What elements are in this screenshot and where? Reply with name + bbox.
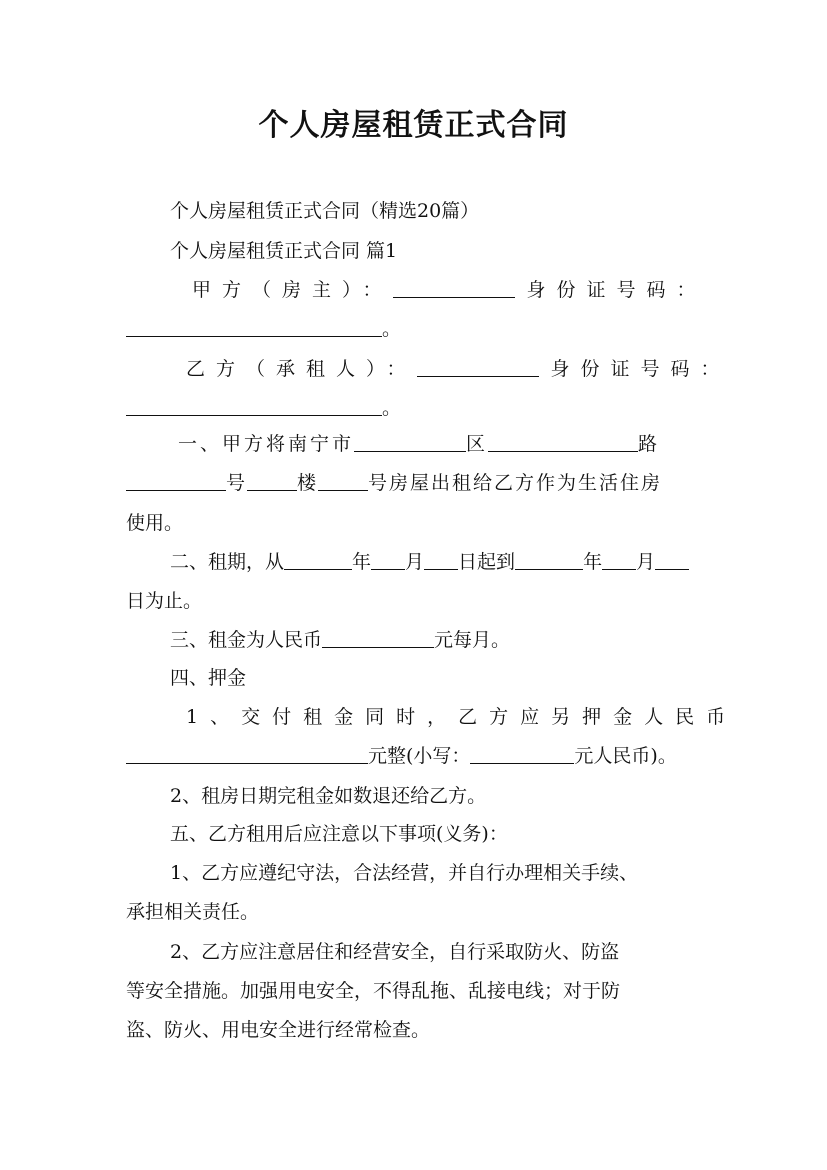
clause-1-text-d: 号 xyxy=(226,472,248,494)
clause-2-text-f: 月 xyxy=(636,551,656,573)
clause-1-line-3: 使用。 xyxy=(126,512,184,534)
number-blank xyxy=(247,472,297,491)
party-b-label: 乙方（承租人）： xyxy=(186,358,417,380)
clause-4-text-c: 元人民币)。 xyxy=(574,745,677,767)
clause-4-text-b: 元整(小写： xyxy=(368,745,471,767)
clause-5-item-2-line-2: 等安全措施。加强用电安全，不得乱拖、乱接电线；对于防 xyxy=(126,980,621,1002)
party-b-id-label: 身份证号码： xyxy=(550,358,731,380)
district-blank xyxy=(488,433,638,452)
document-title: 个人房屋租赁正式合同 xyxy=(258,108,569,143)
party-a-label: 甲方（房主）： xyxy=(192,279,393,301)
clause-2-text-b: 年 xyxy=(352,551,372,573)
clause-2-text-e: 年 xyxy=(583,551,603,573)
clause-5-heading: 五、乙方租用后应注意以下事项(义务)： xyxy=(170,823,508,845)
city-blank xyxy=(354,433,466,452)
clause-2-line-1 xyxy=(170,550,689,574)
clause-2-text-a: 二、租期，从 xyxy=(170,551,285,573)
clause-1-text-a: 一、甲方将南宁市 xyxy=(178,433,355,455)
clause-4-heading: 四、押金 xyxy=(170,667,247,689)
end-year-blank xyxy=(515,551,583,570)
clause-4-item-1-line-1: 1、交付租金同时，乙方应另押金人民币 xyxy=(186,706,738,728)
party-a-id-line xyxy=(126,317,401,341)
party-a-id-label: 身份证号码： xyxy=(526,279,707,301)
section-heading: 个人房屋租赁正式合同 篇1 xyxy=(170,240,398,262)
road-blank xyxy=(126,472,226,491)
party-a-line xyxy=(192,278,707,302)
party-a-name-blank xyxy=(393,279,515,298)
deposit-amount-blank xyxy=(126,745,368,764)
party-b-id-blank xyxy=(126,397,382,416)
clause-5-item-2-line-1: 2、乙方应注意居住和经营安全，自行采取防火、防盗 xyxy=(170,941,620,963)
clause-4-item-2: 2、租房日期完租金如数退还给乙方。 xyxy=(170,785,487,807)
start-day-blank xyxy=(424,551,458,570)
party-a-id-blank xyxy=(126,318,382,337)
party-b-name-blank xyxy=(417,358,539,377)
clause-3-text-a: 三、租金为人民币 xyxy=(170,629,323,651)
deposit-numeric-blank xyxy=(470,745,574,764)
clause-5-item-1-line-2: 承担相关责任。 xyxy=(126,901,260,923)
clause-2-text-d: 日起到 xyxy=(458,551,516,573)
clause-1-text-e: 楼 xyxy=(297,472,319,494)
building-blank xyxy=(318,472,368,491)
party-b-end: 。 xyxy=(382,397,402,419)
start-month-blank xyxy=(371,551,405,570)
end-day-blank xyxy=(655,551,689,570)
end-month-blank xyxy=(602,551,636,570)
clause-4-item-1-line-2 xyxy=(126,744,677,768)
party-b-line xyxy=(186,357,731,381)
clause-2-line-2: 日为止。 xyxy=(126,590,203,612)
clause-3-text-b: 元每月。 xyxy=(434,629,511,651)
clause-5-item-1-line-1: 1、乙方应遵纪守法，合法经营，并自行办理相关手续、 xyxy=(170,862,639,884)
clause-1-text-b: 区 xyxy=(466,433,489,455)
start-year-blank xyxy=(284,551,352,570)
party-a-end: 。 xyxy=(382,318,402,340)
clause-2-text-c: 月 xyxy=(405,551,425,573)
clause-3-line xyxy=(170,628,510,652)
rent-amount-blank xyxy=(322,629,434,648)
party-b-id-line xyxy=(126,396,401,420)
clause-1-line-1 xyxy=(178,432,660,456)
clause-1-text-f: 号房屋出租给乙方作为生活住房 xyxy=(368,472,663,494)
subtitle: 个人房屋租赁正式合同（精选20篇） xyxy=(170,200,480,222)
clause-1-line-2 xyxy=(126,471,662,495)
clause-5-item-2-line-3: 盗、防火、用电安全进行经常检查。 xyxy=(126,1019,431,1041)
clause-1-text-c: 路 xyxy=(638,433,661,455)
